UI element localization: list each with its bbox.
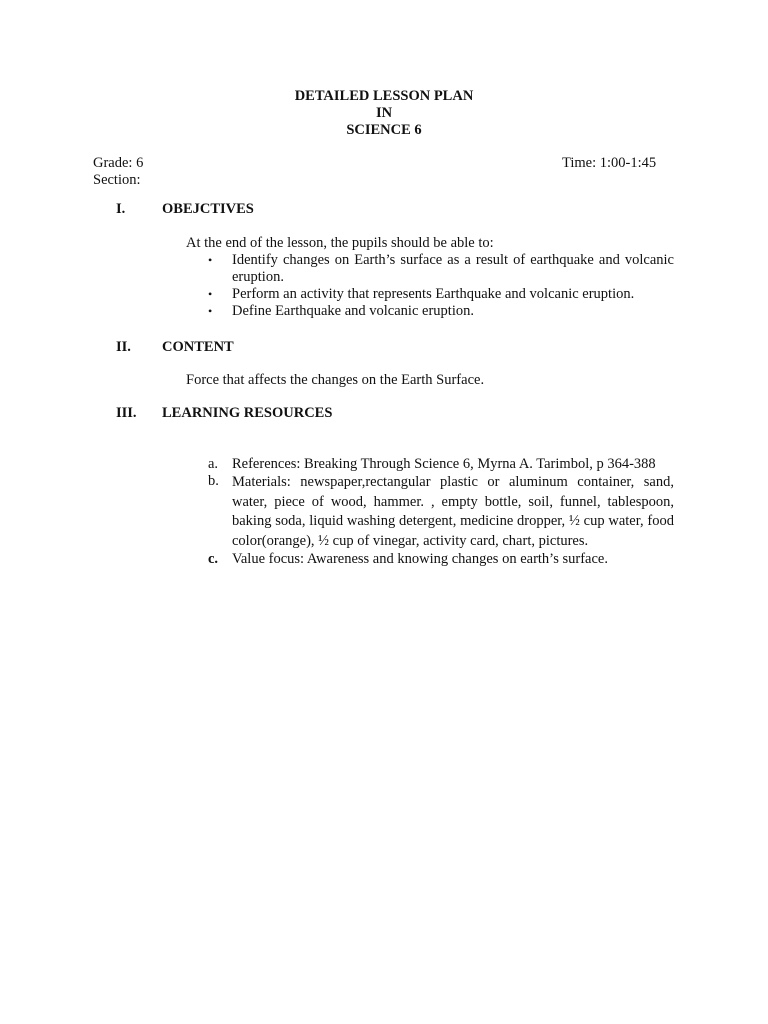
objective-text: Define Earthquake and volcanic eruption. — [232, 303, 474, 319]
time-label: Time: 1:00-1:45 — [562, 155, 657, 171]
item-label: a. — [208, 456, 219, 472]
bullet-icon: • — [208, 287, 213, 301]
list-item — [208, 303, 674, 320]
objective-text: Identify changes on Earth’s surface as a result of earthquake and volcanic eruption. — [232, 252, 674, 285]
resources-title: LEARNING RESOURCES — [162, 405, 333, 421]
document-title — [0, 88, 768, 139]
objectives-number: I. — [116, 201, 126, 217]
objectives-list — [208, 252, 674, 320]
objective-text: Perform an activity that represents Earthquake and volcanic eruption. — [232, 286, 635, 302]
section-label: Section: — [93, 172, 141, 188]
resources-number: III. — [116, 405, 137, 421]
item-label: b. — [208, 473, 219, 489]
content-heading — [116, 339, 234, 356]
content-title: CONTENT — [162, 339, 234, 355]
title-line-1: DETAILED LESSON PLAN — [294, 88, 474, 104]
grade-section-info — [93, 155, 143, 189]
list-item — [208, 252, 674, 286]
bullet-icon: • — [208, 304, 213, 318]
content-number: II. — [116, 339, 131, 355]
bullet-icon: • — [208, 253, 213, 267]
objectives-intro: At the end of the lesson, the pupils should be able to: — [186, 235, 494, 251]
title-line-2: IN — [375, 105, 393, 121]
list-item — [208, 456, 674, 473]
resources-list — [208, 456, 674, 568]
materials-text: Materials: newspaper,rectangular plastic or aluminum container, sand, water, piece of wood, hammer. , empty bottle, soil, funnel, tablespoon, baking soda, liquid washing detergent, medicine dropper, ½ cup water, food color(orange), ½ cup of vinegar, activity card, chart, pictures. — [232, 474, 674, 549]
references-text: References: Breaking Through Science 6, Myrna A. Tarimbol, p 364-388 — [232, 456, 656, 472]
title-line-3: SCIENCE 6 — [346, 122, 422, 138]
list-item — [208, 551, 674, 568]
list-item — [208, 473, 674, 551]
value-focus-text: Value focus: Awareness and knowing changes on earth’s surface. — [232, 551, 608, 567]
resources-heading — [116, 405, 332, 422]
item-label: c. — [208, 551, 219, 567]
objectives-heading — [116, 201, 254, 218]
content-text: Force that affects the changes on the Earth Surface. — [186, 372, 485, 388]
list-item — [208, 286, 674, 303]
grade-label: Grade: 6 — [93, 155, 144, 171]
objectives-title: OBEJCTIVES — [162, 201, 254, 217]
